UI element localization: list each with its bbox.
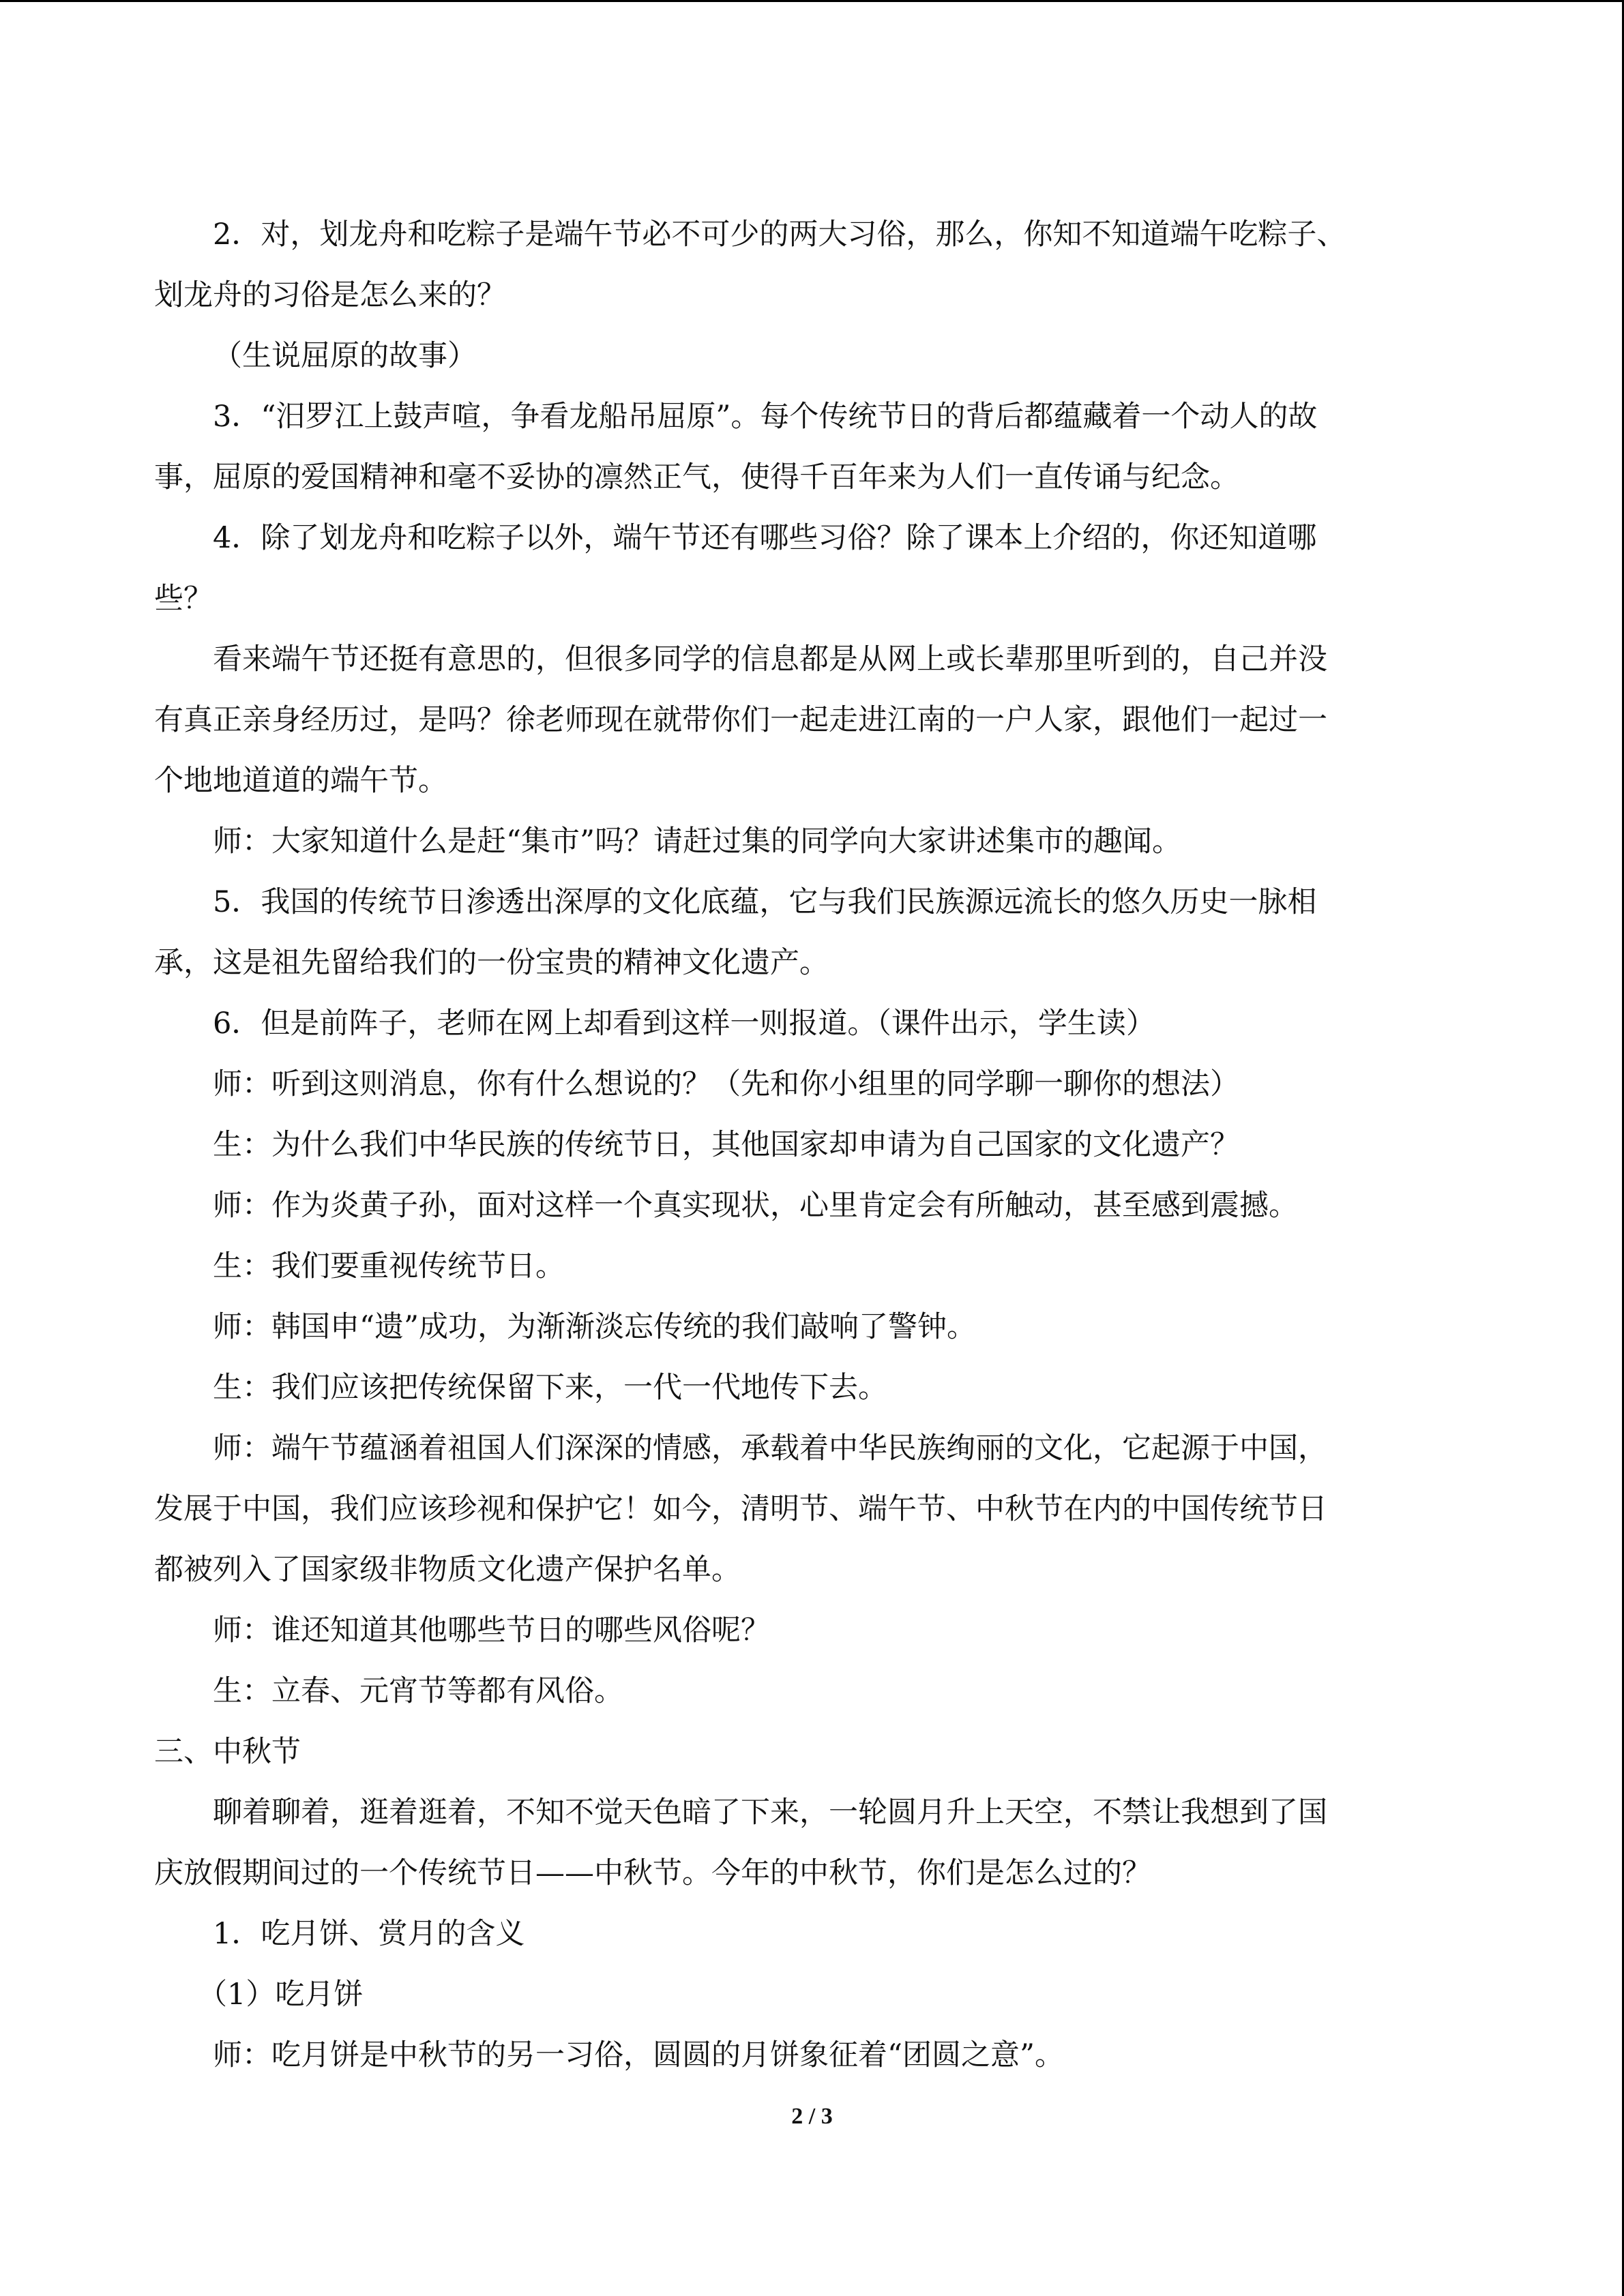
page-number: 2 / 3 xyxy=(791,2104,833,2129)
text-line: 个地地道道的端午节。 xyxy=(154,764,447,798)
section-heading: 三、中秋节 xyxy=(154,1735,301,1769)
text-line: 师：听到这则消息，你有什么想说的？（先和你小组里的同学聊一聊你的想法） xyxy=(213,1067,1239,1101)
text-line: 些？ xyxy=(154,582,213,616)
text-line: 发展于中国，我们应该珍视和保护它！如今，清明节、端午节、中秋节在内的中国传统节日 xyxy=(154,1492,1327,1526)
text-line: 承，这是祖先留给我们的一份宝贵的精神文化遗产。 xyxy=(154,946,829,980)
text-line: 师：吃月饼是中秋节的另一习俗，圆圆的月饼象征着“团圆之意”。 xyxy=(213,2038,1064,2072)
document-body xyxy=(154,205,1481,2086)
text-line: 师：谁还知道其他哪些节日的哪些风俗呢？ xyxy=(213,1613,770,1648)
text-line: 生：为什么我们中华民族的传统节日，其他国家却申请为自己国家的文化遗产？ xyxy=(213,1128,1239,1162)
text-line: 生：我们应该把传统保留下来，一代一代地传下去。 xyxy=(213,1371,887,1405)
subsection-heading: 1．吃月饼、赏月的含义 xyxy=(213,1917,525,1951)
text-line: 师：作为炎黄子孙，面对这样一个真实现状，心里肯定会有所触动，甚至感到震撼。 xyxy=(213,1189,1298,1223)
text-line: 庆放假期间过的一个传统节日——中秋节。今年的中秋节，你们是怎么过的？ xyxy=(154,1856,1151,1890)
text-line: 4．除了划龙舟和吃粽子以外，端午节还有哪些习俗？除了课本上介绍的，你还知道哪 xyxy=(213,521,1317,555)
text-line: 划龙舟的习俗是怎么来的？ xyxy=(154,278,506,312)
text-line: 6．但是前阵子，老师在网上却看到这样一则报道。（课件出示，学生读） xyxy=(213,1007,1155,1041)
text-line: 生：立春、元宵节等都有风俗。 xyxy=(213,1674,623,1708)
text-line: 看来端午节还挺有意思的，但很多同学的信息都是从网上或长辈那里听到的，自己并没 xyxy=(213,642,1327,676)
subsection-heading: （1）吃月饼 xyxy=(198,1978,364,2012)
text-line: 5．我国的传统节日渗透出深厚的文化底蕴，它与我们民族源远流长的悠久历史一脉相 xyxy=(213,885,1317,919)
text-line: 师：韩国申“遗”成功，为渐渐淡忘传统的我们敲响了警钟。 xyxy=(213,1310,976,1344)
text-line: 有真正亲身经历过，是吗？徐老师现在就带你们一起走进江南的一户人家，跟他们一起过一 xyxy=(154,703,1327,737)
text-line: 聊着聊着，逛着逛着，不知不觉天色暗了下来，一轮圆月升上天空，不禁让我想到了国 xyxy=(213,1795,1327,1830)
top-border-line xyxy=(0,0,1624,2)
text-line: 3．“汨罗江上鼓声喧，争看龙船吊屈原”。每个传统节日的背后都蕴藏着一个动人的故 xyxy=(213,400,1318,434)
text-line: 师：大家知道什么是赶“集市”吗？请赶过集的同学向大家讲述集市的趣闻。 xyxy=(213,824,1181,859)
text-line: 都被列入了国家级非物质文化遗产保护名单。 xyxy=(154,1553,741,1587)
text-line: （生说屈原的故事） xyxy=(213,339,477,373)
text-line: 师：端午节蕴涵着祖国人们深深的情感，承载着中华民族绚丽的文化，它起源于中国， xyxy=(213,1431,1327,1465)
text-line: 生：我们要重视传统节日。 xyxy=(213,1249,565,1283)
text-line: 事，屈原的爱国精神和毫不妥协的凛然正气，使得千百年来为人们一直传诵与纪念。 xyxy=(154,460,1239,494)
text-line: 2．对，划龙舟和吃粽子是端午节必不可少的两大习俗，那么，你知不知道端午吃粽子、 xyxy=(213,218,1346,252)
